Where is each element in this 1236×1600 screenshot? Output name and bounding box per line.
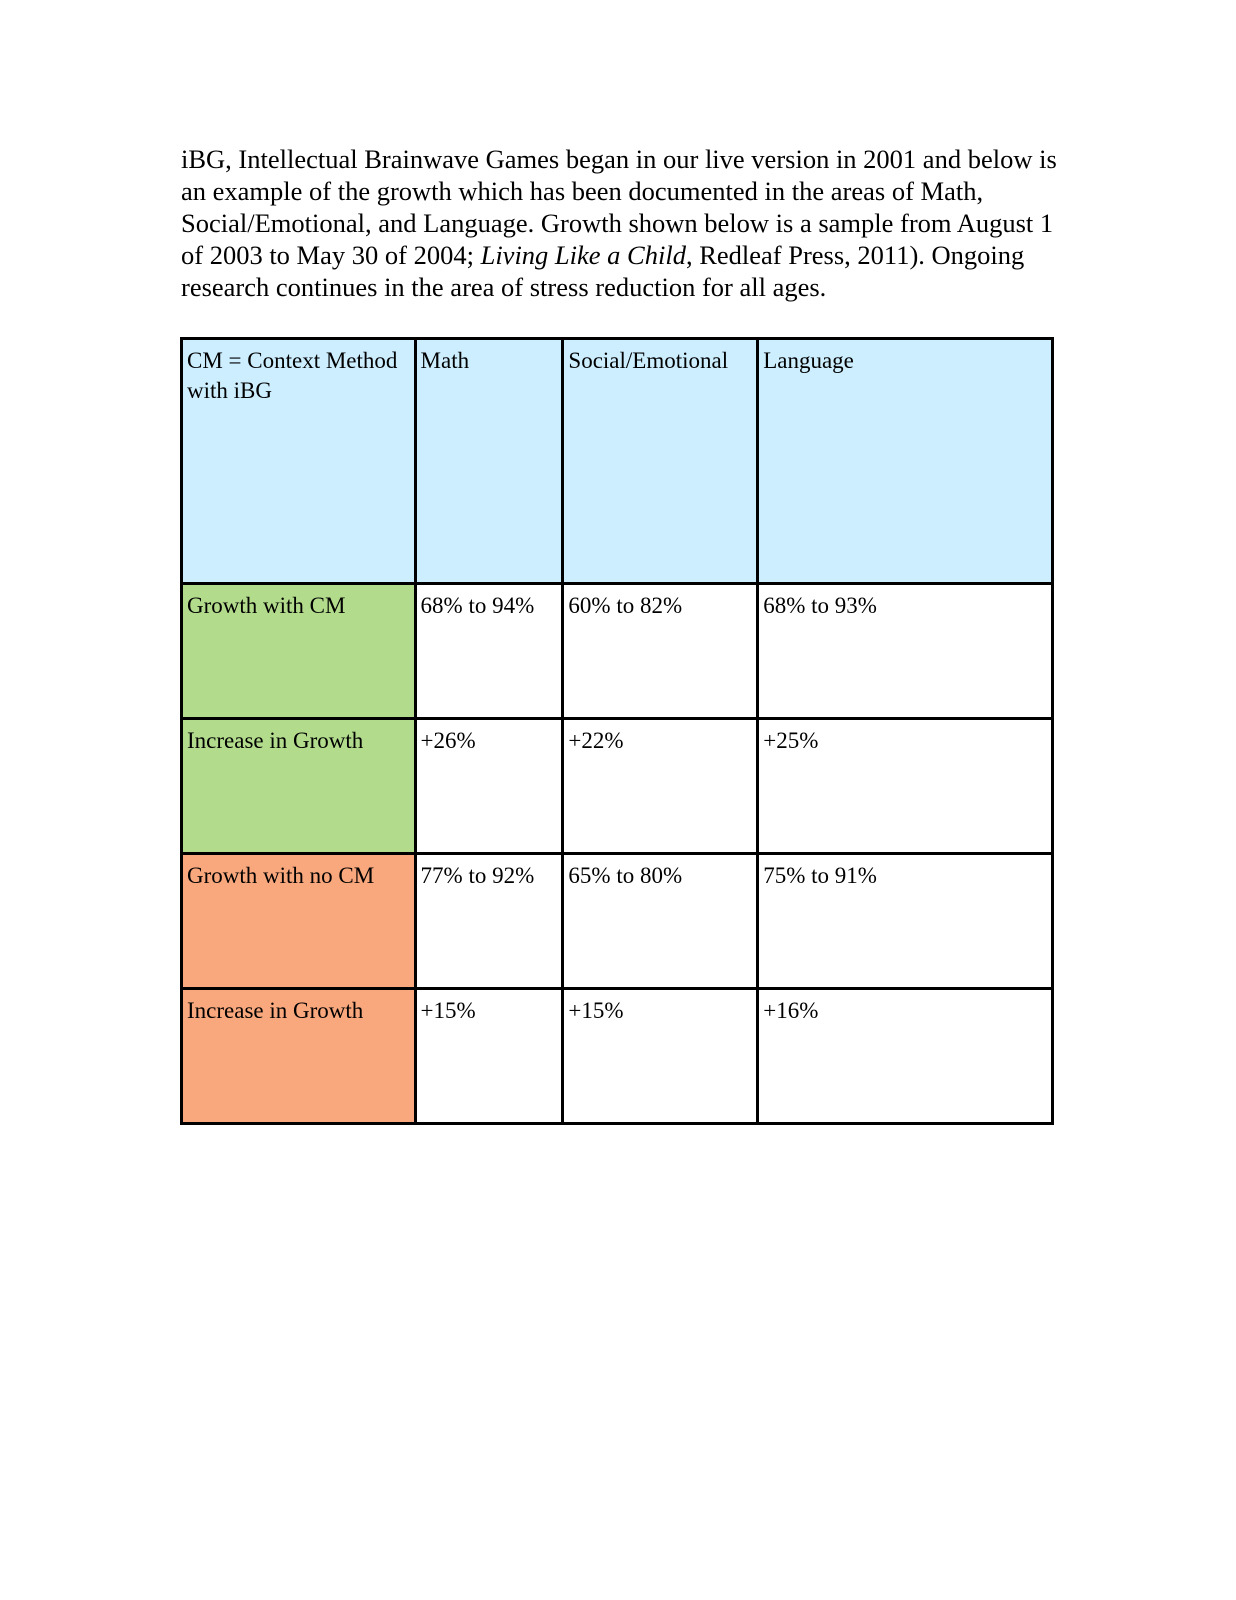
- table-row: [182, 719, 1053, 854]
- cell-language: 68% to 93%: [758, 584, 1053, 719]
- cell-math: 77% to 92%: [415, 854, 563, 989]
- intro-paragraph: [181, 143, 1061, 303]
- cell-math: 68% to 94%: [415, 584, 563, 719]
- header-cell-math: Math: [415, 339, 563, 584]
- cell-language: 75% to 91%: [758, 854, 1053, 989]
- cell-language: +16%: [758, 989, 1053, 1124]
- cell-social-emotional: 60% to 82%: [563, 584, 758, 719]
- header-cell-social-emotional: Social/Emotional: [563, 339, 758, 584]
- intro-text-after: , Redleaf Press, 2011). Ongoing research continues in the area of stress reduction for all ages.: [181, 240, 1025, 302]
- cell-social-emotional: +22%: [563, 719, 758, 854]
- table-row: [182, 854, 1053, 989]
- row-label-increase-with-cm: Increase in Growth: [182, 719, 416, 854]
- cell-language: +25%: [758, 719, 1053, 854]
- cell-math: +15%: [415, 989, 563, 1124]
- table-row: [182, 584, 1053, 719]
- row-label-growth-no-cm: Growth with no CM: [182, 854, 416, 989]
- header-cell-legend: CM = Context Method with iBG: [182, 339, 416, 584]
- intro-book-title: Living Like a Child: [480, 240, 686, 270]
- row-label-increase-no-cm: Increase in Growth: [182, 989, 416, 1124]
- growth-table: [180, 337, 1054, 1125]
- cell-math: +26%: [415, 719, 563, 854]
- cell-social-emotional: 65% to 80%: [563, 854, 758, 989]
- table-header-row: [182, 339, 1053, 584]
- intro-text-before: iBG, Intellectual Brainwave Games began in our live version in 2001 and below is an example of the growth which has been documented in the areas of Math, Social/Emotional, and Language. Growth shown below is a sample from August 1 of 2003 to May 30 of 2004;: [181, 144, 1057, 270]
- row-label-growth-with-cm: Growth with CM: [182, 584, 416, 719]
- cell-social-emotional: +15%: [563, 989, 758, 1124]
- header-cell-language: Language: [758, 339, 1053, 584]
- table-row: [182, 989, 1053, 1124]
